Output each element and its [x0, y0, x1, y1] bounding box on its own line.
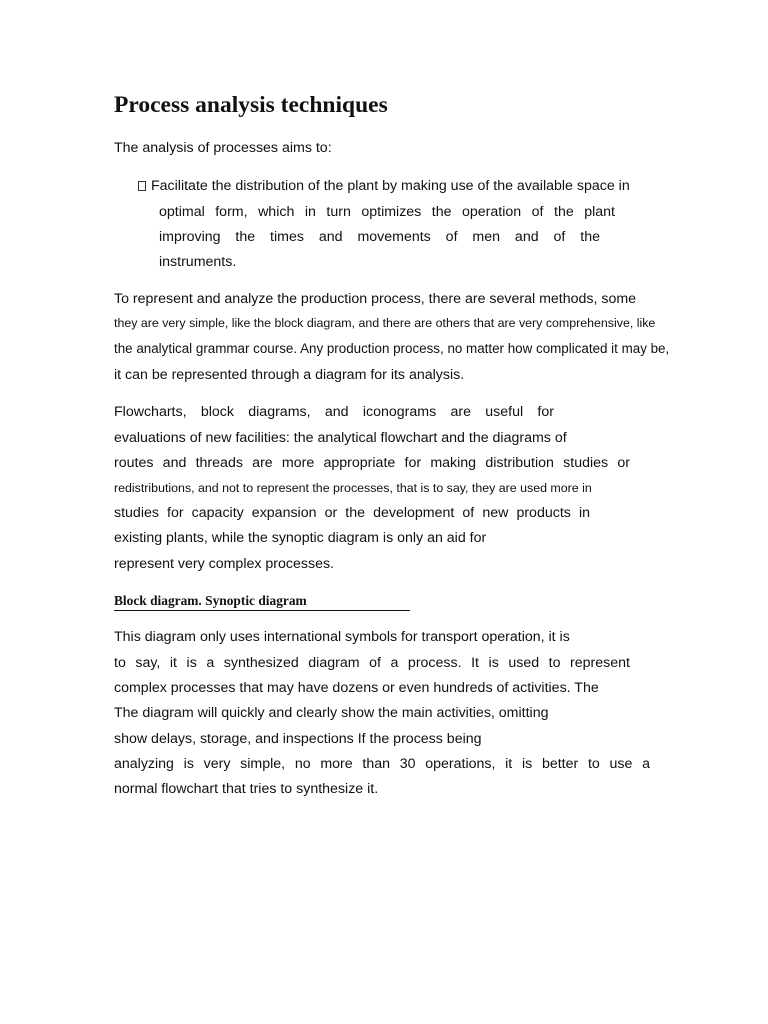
- para1-line-4: it can be represented through a diagram for its analysis.: [114, 367, 465, 383]
- para3-line-5: show delays, storage, and inspections If the process being: [114, 731, 482, 747]
- para3-line-6: analyzing is very simple, no more than 30 operations, it is better to use a: [114, 756, 650, 772]
- bullet-text-1: Facilitate the distribution of the plant by making use of the available space in: [151, 178, 630, 194]
- para1-line-2: they are very simple, like the block diagram, and there are others that are very comprehensive, like: [114, 316, 656, 330]
- missing-glyph-icon: [138, 181, 146, 191]
- para2-line-5: studies for capacity expansion or the development of new products in: [114, 505, 590, 521]
- para2-line-4: redistributions, and not to represent the processes, that is to say, they are used more in: [114, 481, 592, 495]
- para3-line-7: normal flowchart that tries to synthesize it.: [114, 781, 379, 797]
- bullet-line-2: optimal form, which in turn optimizes the operation of the plant: [159, 204, 615, 220]
- para1-line-1: To represent and analyze the production process, there are several methods, some: [114, 291, 637, 307]
- para2-line-7: represent very complex processes.: [114, 556, 334, 572]
- para3-line-4: The diagram will quickly and clearly show the main activities, omitting: [114, 705, 549, 721]
- para2-line-1: Flowcharts, block diagrams, and iconograms are useful for: [114, 404, 554, 420]
- section-subheading: Block diagram. Synoptic diagram: [114, 592, 410, 611]
- intro-text: The analysis of processes aims to:: [114, 140, 332, 156]
- bullet-line-1: [138, 177, 630, 195]
- page-title: Process analysis techniques: [114, 92, 388, 118]
- para3-line-3: complex processes that may have dozens or even hundreds of activities. The: [114, 680, 599, 696]
- para1-line-3: the analytical grammar course. Any production process, no matter how complicated it may be,: [114, 341, 670, 356]
- para2-line-6: existing plants, while the synoptic diagram is only an aid for: [114, 530, 487, 546]
- bullet-line-4: instruments.: [159, 254, 237, 270]
- bullet-line-3: improving the times and movements of men and of the: [159, 229, 600, 245]
- para3-line-1: This diagram only uses international symbols for transport operation, it is: [114, 629, 570, 645]
- para2-line-3: routes and threads are more appropriate for making distribution studies or: [114, 455, 630, 471]
- para2-line-2: evaluations of new facilities: the analytical flowchart and the diagrams of: [114, 430, 567, 446]
- para3-line-2: to say, it is a synthesized diagram of a process. It is used to represent: [114, 655, 630, 671]
